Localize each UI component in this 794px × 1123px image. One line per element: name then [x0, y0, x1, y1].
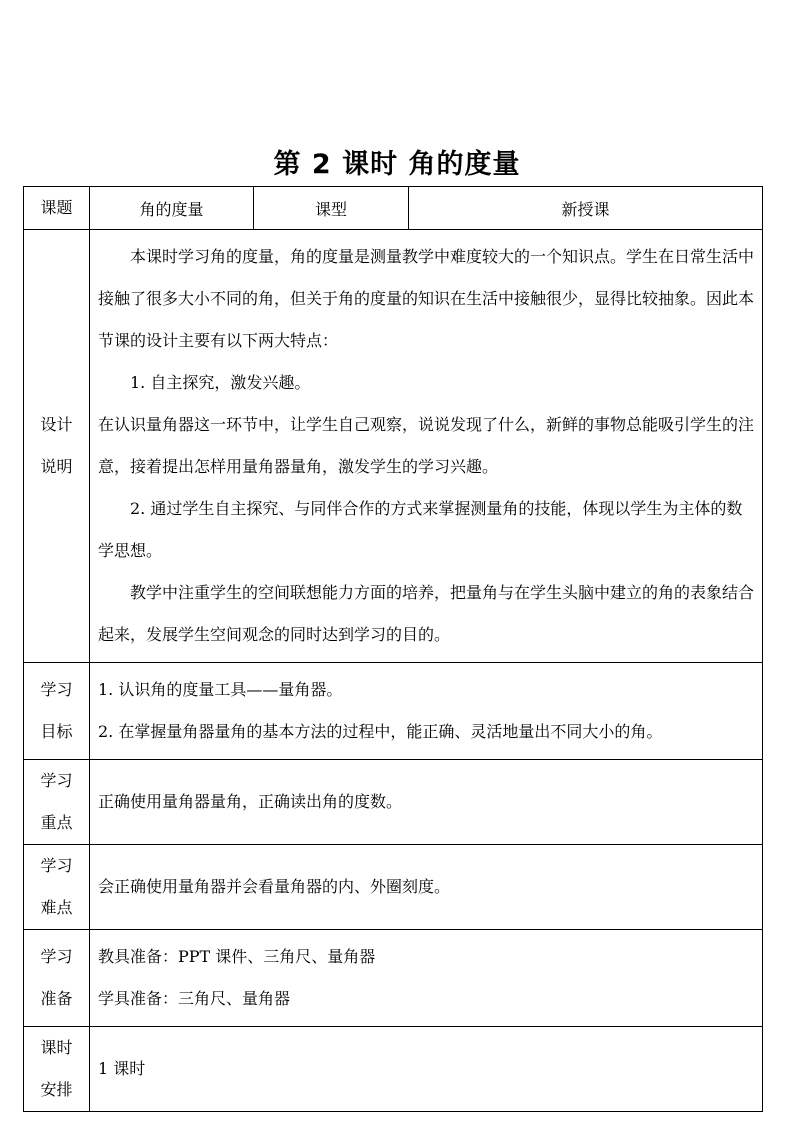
design-paragraph: 1. 自主探究，激发兴趣。 — [130, 373, 311, 392]
preparation-label-line2: 准备 — [40, 989, 73, 1008]
design-label-line2: 说明 — [40, 457, 73, 476]
difficulties-label-line1: 学习 — [40, 856, 73, 875]
objective-item: 2. 在掌握量角器量角的基本方法的过程中，能正确、灵活地量出不同大小的角。 — [98, 722, 663, 741]
objectives-label — [24, 663, 90, 760]
key-points-label-line1: 学习 — [40, 771, 73, 790]
preparation-row — [24, 930, 763, 1027]
objectives-label-line1: 学习 — [40, 680, 73, 699]
key-points-label — [24, 760, 90, 845]
topic-label: 课题 — [24, 187, 90, 230]
objectives-content — [90, 663, 763, 760]
preparation-item: 教具准备：PPT 课件、三角尺、量角器 — [98, 947, 376, 966]
preparation-content — [90, 930, 763, 1027]
design-paragraph: 教学中注重学生的空间联想能力方面的培养，把量角与在学生头脑中建立的角的表象结合起来，发展学生空间观念的同时达到学习的目的。 — [98, 583, 755, 644]
design-row — [24, 230, 763, 663]
lesson-type-label: 课型 — [254, 187, 409, 230]
preparation-label — [24, 930, 90, 1027]
design-paragraph: 2. 通过学生自主探究、与同伴合作的方式来掌握测量角的技能，体现以学生为主体的数学思想。 — [98, 499, 743, 560]
difficulties-label-line2: 难点 — [40, 898, 73, 917]
header-row — [24, 187, 763, 230]
difficulties-content: 会正确使用量角器并会看量角器的内、外圈刻度。 — [90, 845, 763, 930]
difficulties-row — [24, 845, 763, 930]
objective-item: 1. 认识角的度量工具——量角器。 — [98, 680, 343, 699]
key-points-label-line2: 重点 — [40, 813, 73, 832]
lesson-plan-table — [23, 186, 763, 1112]
schedule-label-line1: 课时 — [40, 1038, 73, 1057]
topic-value: 角的度量 — [90, 187, 254, 230]
objectives-label-line2: 目标 — [40, 722, 73, 741]
schedule-row — [24, 1027, 763, 1112]
difficulties-label — [24, 845, 90, 930]
design-paragraph: 在认识量角器这一环节中，让学生自己观察，说说发现了什么，新鲜的事物总能吸引学生的注意，接着提出怎样用量角器量角，激发学生的学习兴趣。 — [98, 415, 755, 476]
preparation-label-line1: 学习 — [40, 947, 73, 966]
schedule-label — [24, 1027, 90, 1112]
design-label-line1: 设计 — [40, 415, 73, 434]
objectives-row — [24, 663, 763, 760]
page-title: 第 2 课时 角的度量 — [273, 149, 521, 180]
schedule-label-line2: 安排 — [40, 1080, 73, 1099]
key-points-content: 正确使用量角器量角，正确读出角的度数。 — [90, 760, 763, 845]
design-paragraph: 本课时学习角的度量，角的度量是测量教学中难度较大的一个知识点。学生在日常生活中接触了很多大小不同的角，但关于角的度量的知识在生活中接触很少，显得比较抽象。因此本节课的设计主要有以下两大特点： — [98, 247, 755, 350]
design-label — [24, 230, 90, 663]
lesson-type-value: 新授课 — [409, 187, 763, 230]
key-points-row — [24, 760, 763, 845]
preparation-item: 学具准备：三角尺、量角器 — [98, 989, 291, 1008]
design-content — [90, 230, 763, 663]
schedule-content: 1 课时 — [90, 1027, 763, 1112]
